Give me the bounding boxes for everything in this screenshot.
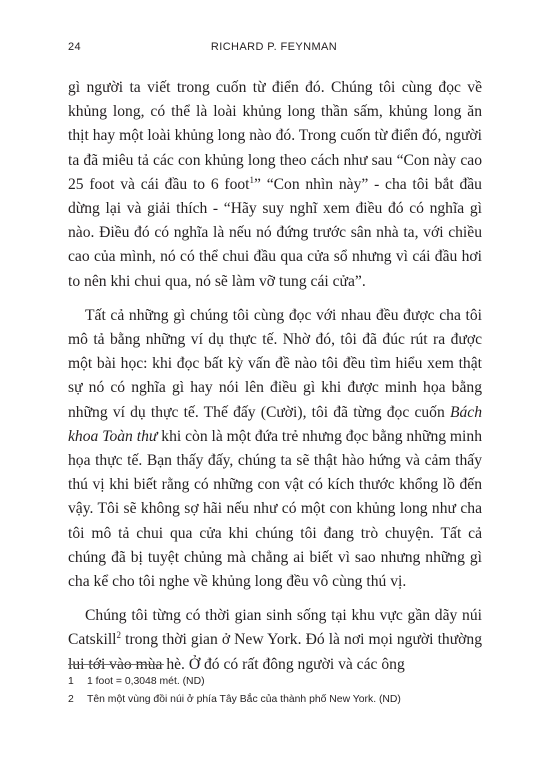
- paragraph-text: trong thời gian ở New York. Đó là nơi mọi người thường lui tới vào mùa hè. Ở đó có rất đông người và các ông: [68, 631, 482, 673]
- page-number: 24: [68, 41, 82, 53]
- footnote: [68, 691, 482, 709]
- paragraph: [68, 304, 482, 594]
- footnotes: [68, 673, 482, 709]
- footnote-text: 1 foot = 0,3048 mét. (ND): [87, 676, 205, 687]
- footnote-ref[interactable]: 2: [116, 630, 122, 641]
- paragraph-text: gì người ta viết trong cuốn từ điển đó. Chúng tôi cùng đọc về khủng long, có thể là loài khủng long thần sấm, khủng long ăn thịt hay một loài khủng long nào đó. Trong cuốn từ điển đó, người ta đã miêu tả các con khủng long theo cách như sau “Con này cao 25 foot và cái đầu to 6 foot: [68, 79, 482, 193]
- book-title: Bách khoa Toàn thư: [68, 403, 482, 445]
- paragraph-text: ” “Con nhìn này” - cha tôi bắt đầu dừng lại và giải thích - “Hãy suy nghĩ xem điều đó có nghĩa gì nào. Điều đó có nghĩa là nếu nó đứng trước sân nhà ta, với chiều cao của mình, nó có thể chui đầu qua cửa sổ nhưng vì cái đầu hơi to nên khi chui qua, nó sẽ làm vỡ tung cái cửa”.: [68, 175, 482, 290]
- footnote-ref[interactable]: 1: [249, 174, 255, 185]
- footnote-text: Tên một vùng đồi núi ở phía Tây Bắc của thành phố New York. (ND): [87, 694, 401, 705]
- paragraph: [68, 76, 482, 294]
- footnote-divider: [68, 664, 164, 665]
- footnote: [68, 673, 482, 691]
- paragraph-text: khi còn là một đứa trẻ nhưng đọc bằng những minh họa thực tế. Bạn thấy đấy, chúng ta sẽ thật hào hứng và cảm thấy thú vị khi biết rằng có những con vật có kích thước khổng lồ đến vậy. Tôi sẽ không sợ hãi nếu như có một con khủng long như cha tôi mô tả chui qua cửa khi chúng tôi đang trò chuyện. Tất cả chúng đã bị tuyệt chủng mà chẳng ai biết vì sao nhưng những gì cha kể cho tôi nghe về khủng long đều vô cùng thú vị.: [68, 427, 482, 591]
- paragraph: [68, 604, 482, 677]
- paragraph-text: Tất cả những gì chúng tôi cùng đọc với nhau đều được cha tôi mô tả bằng những ví dụ thực tế. Nhờ đó, tôi đã đúc rút ra được một bài học: khi đọc bất kỳ vấn đề nào tôi đều tìm hiểu xem thật sự nó có nghĩa gì hay nói lên điều gì khi được minh họa bằng những ví dụ thực tế. Thế đấy (Cười), tôi đã từng đọc cuốn: [68, 306, 482, 421]
- paragraph-text: Chúng tôi từng có thời gian sinh sống tại khu vực gần dãy núi Catskill: [68, 607, 482, 649]
- body-text: [68, 76, 482, 677]
- footnote-number: 2: [68, 694, 74, 705]
- footnote-number: 1: [68, 676, 74, 687]
- page-header: [68, 41, 480, 55]
- running-head: RICHARD P. FEYNMAN: [210, 41, 338, 53]
